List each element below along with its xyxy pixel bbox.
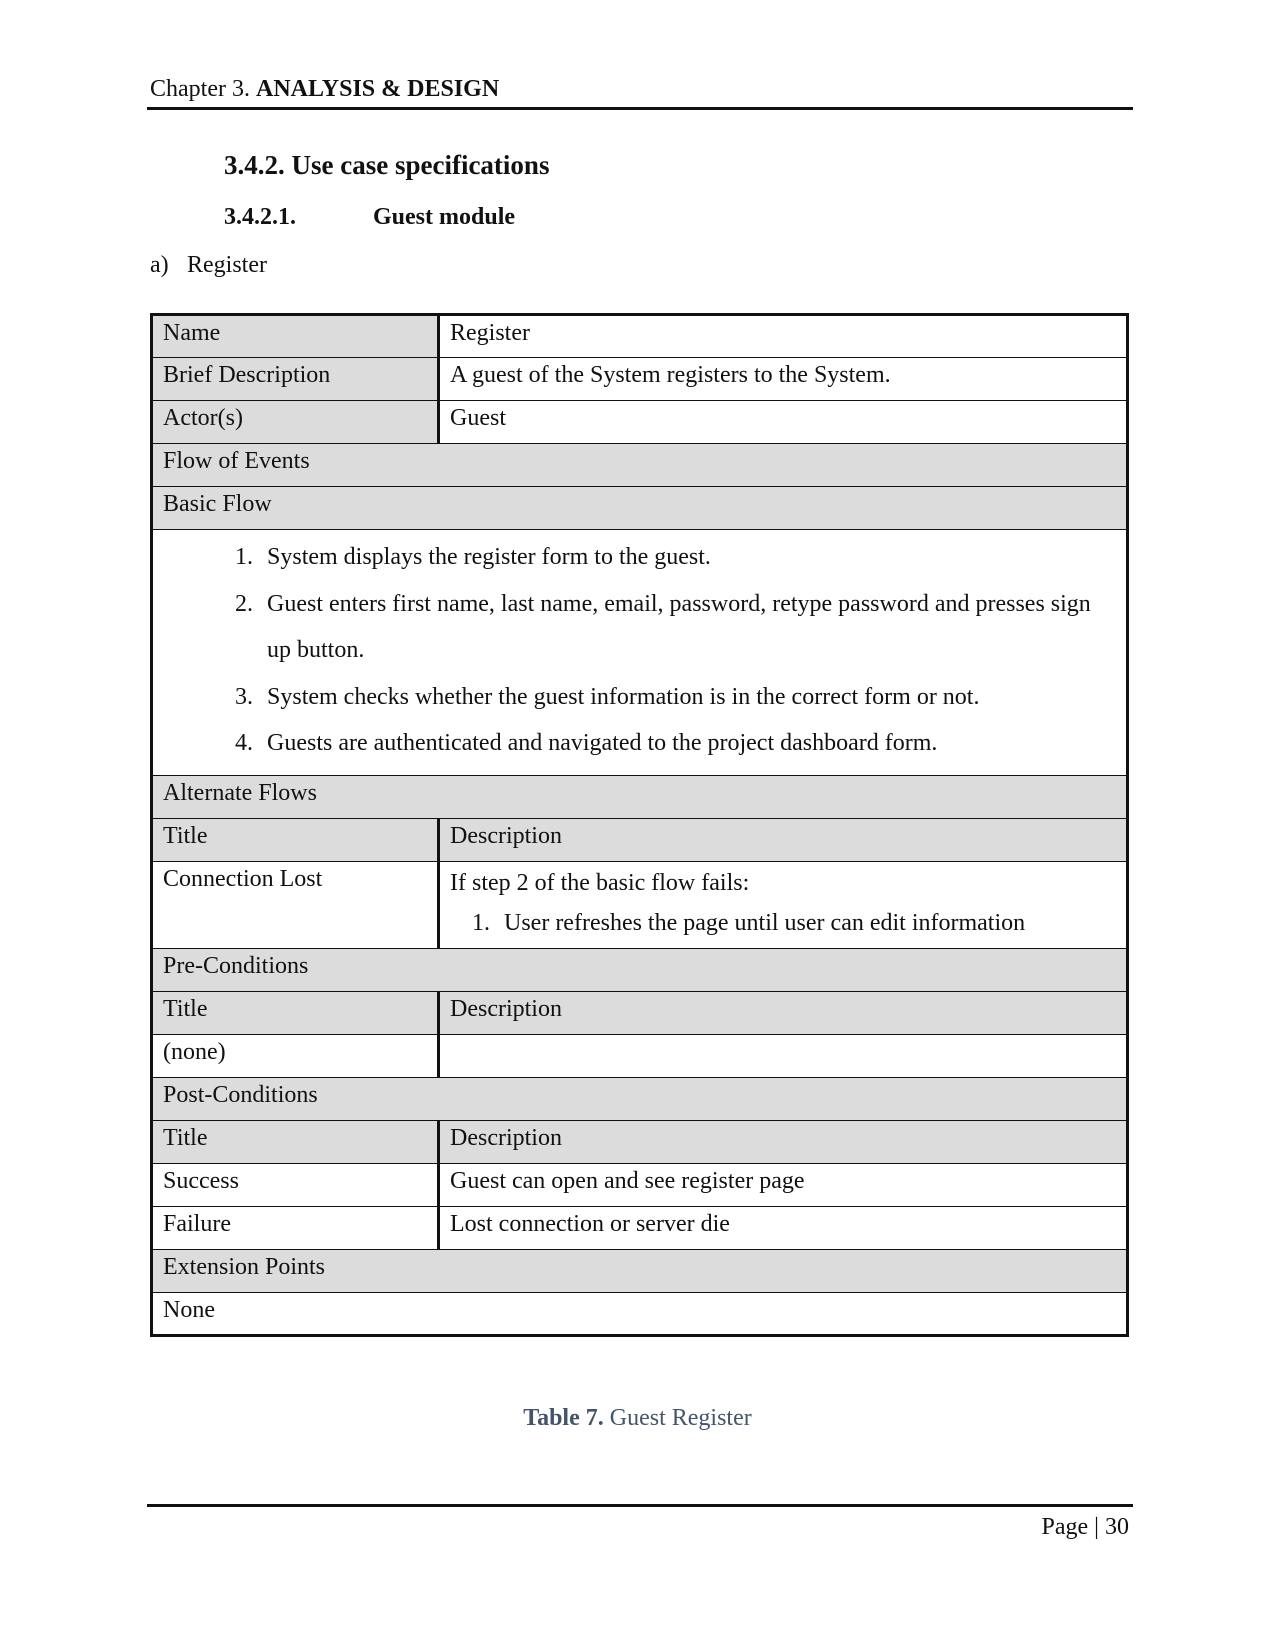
table-row: [152, 818, 1128, 861]
table-row: [152, 1163, 1128, 1206]
brief-description-value: A guest of the System registers to the System.: [439, 358, 1128, 401]
table-row: [152, 1206, 1128, 1249]
failure-description: Lost connection or server die: [439, 1206, 1128, 1249]
success-description: Guest can open and see register page: [439, 1163, 1128, 1206]
page-header: [150, 74, 1130, 104]
table-row: [152, 358, 1128, 401]
list-item: 4. Guests are authenticated and navigated to the project dashboard form.: [259, 720, 1116, 767]
subsection-title: Guest module: [373, 204, 516, 230]
table-row: [152, 487, 1128, 530]
table-row: [152, 775, 1128, 818]
subsection-heading: [224, 202, 516, 232]
table-row: [152, 444, 1128, 487]
pre-description-header: Description: [439, 991, 1128, 1034]
table-row: [152, 991, 1128, 1034]
item-title: Register: [187, 252, 267, 278]
alt-intro: If step 2 of the basic flow fails:: [450, 869, 750, 896]
post-description-header: Description: [439, 1120, 1128, 1163]
pre-description-value: [439, 1034, 1128, 1077]
post-title-header: Title: [152, 1120, 439, 1163]
table-row: [152, 1120, 1128, 1163]
subsection-number: 3.4.2.1.: [224, 204, 296, 230]
pre-title-value: (none): [152, 1034, 439, 1077]
success-label: Success: [152, 1163, 439, 1206]
caption-text: Guest Register: [609, 1405, 752, 1431]
pre-title-header: Title: [152, 991, 439, 1034]
flow-of-events-header: Flow of Events: [152, 444, 1128, 487]
alternate-flows-header: Alternate Flows: [152, 775, 1128, 818]
alt-title-header: Title: [152, 818, 439, 861]
table-row: [152, 1292, 1128, 1335]
chapter-prefix: Chapter 3.: [150, 76, 250, 102]
list-item: 1. System displays the register form to the guest.: [259, 534, 1116, 581]
alt-title-value: Connection Lost: [152, 861, 439, 948]
post-conditions-header: Post-Conditions: [152, 1077, 1128, 1120]
actors-label: Actor(s): [152, 401, 439, 444]
alt-description-value: [439, 861, 1128, 948]
failure-label: Failure: [152, 1206, 439, 1249]
actors-value: Guest: [439, 401, 1128, 444]
footer-divider: [147, 1504, 1133, 1507]
caption-label: Table 7.: [523, 1405, 604, 1431]
extension-points-header: Extension Points: [152, 1249, 1128, 1292]
list-item: 1. User refreshes the page until user can edit information: [496, 900, 1116, 946]
table-row: [152, 861, 1128, 948]
page-number: Page | 30: [1041, 1514, 1129, 1540]
table-row: [152, 1077, 1128, 1120]
extension-points-value: None: [152, 1292, 1128, 1335]
pre-conditions-header: Pre-Conditions: [152, 948, 1128, 991]
basic-flow-list: [163, 534, 1116, 767]
header-divider: [147, 107, 1133, 110]
name-value: Register: [439, 315, 1128, 358]
use-case-table: [150, 313, 1129, 1337]
basic-flow-header: Basic Flow: [152, 487, 1128, 530]
item-label: a): [150, 252, 169, 278]
list-item: 3. System checks whether the guest information is in the correct form or not.: [259, 674, 1116, 721]
basic-flow-steps: [152, 530, 1128, 776]
table-row: [152, 948, 1128, 991]
table-row: [152, 530, 1128, 776]
chapter-title: ANALYSIS & DESIGN: [255, 76, 500, 102]
table-row: [152, 1034, 1128, 1077]
brief-description-label: Brief Description: [152, 358, 439, 401]
table-row: [152, 1249, 1128, 1292]
name-label: Name: [152, 315, 439, 358]
alt-steps-list: [450, 900, 1116, 946]
table-caption: [0, 1405, 1275, 1432]
table-row: [152, 401, 1128, 444]
list-item: 2. Guest enters first name, last name, email, password, retype password and presses sign up button.: [259, 581, 1116, 674]
alt-description-header: Description: [439, 818, 1128, 861]
list-item-heading: [150, 250, 267, 280]
section-heading: 3.4.2. Use case specifications: [224, 150, 550, 180]
table-row: [152, 315, 1128, 358]
